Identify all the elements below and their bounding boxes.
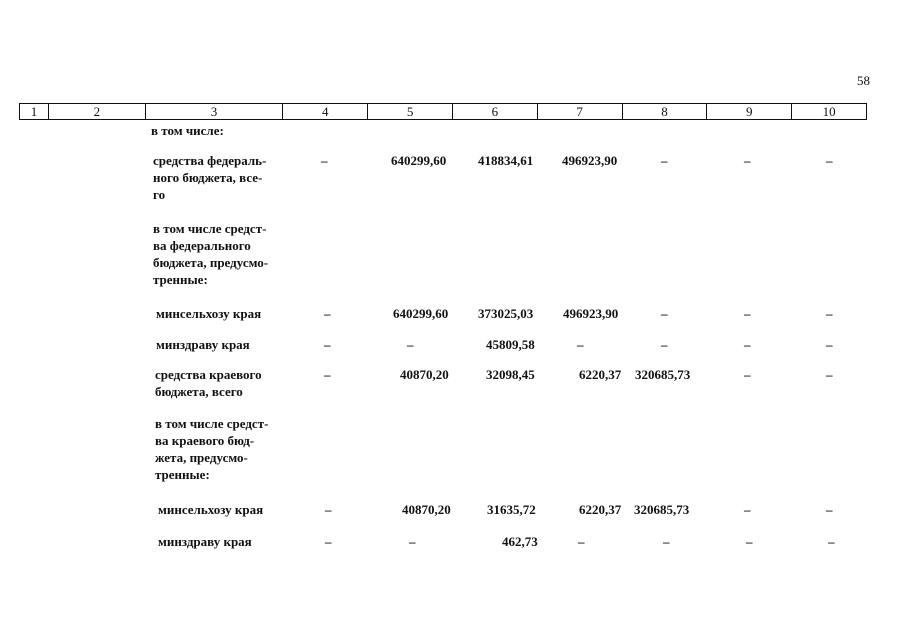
cell-col-8: –	[661, 337, 668, 352]
row-label: средства федераль- ного бюджета, все- го	[153, 153, 267, 202]
cell-col-9: –	[744, 306, 751, 321]
page-number: 58	[857, 73, 870, 88]
row-label: в том числе средст- ва краевого бюд- жета, предусмо- тренные:	[155, 416, 269, 482]
cell-col-4: –	[321, 153, 328, 168]
header-col-2: 2	[49, 104, 146, 119]
cell-col-8: –	[661, 153, 668, 168]
row-label: минсельхозу края	[158, 502, 264, 517]
cell-col-6: 418834,61	[478, 153, 534, 168]
cell-col-6: 31635,72	[487, 502, 536, 517]
cell-col-8: 320685,73	[635, 367, 691, 382]
cell-col-10: –	[826, 337, 833, 352]
cell-col-9: –	[744, 367, 751, 382]
cell-col-7: 6220,37	[579, 367, 622, 382]
cell-col-4: –	[324, 367, 331, 382]
header-col-8: 8	[623, 104, 708, 119]
cell-col-5: –	[409, 534, 416, 549]
cell-col-9: –	[744, 153, 751, 168]
cell-col-5: 40870,20	[400, 367, 449, 382]
cell-col-7: –	[578, 534, 585, 549]
cell-col-9: –	[744, 337, 751, 352]
cell-col-7: 6220,37	[579, 502, 622, 517]
cell-col-4: –	[325, 502, 332, 517]
cell-col-6: 45809,58	[486, 337, 535, 352]
row-label: минздраву края	[158, 534, 252, 549]
header-col-7: 7	[538, 104, 623, 119]
header-col-10: 10	[822, 104, 836, 119]
cell-col-7: –	[577, 337, 584, 352]
cell-col-4: –	[324, 337, 331, 352]
cell-col-5: 640299,60	[391, 153, 447, 168]
header-col-9: 9	[707, 104, 792, 119]
cell-col-10: –	[826, 153, 833, 168]
cell-col-9: –	[746, 534, 753, 549]
cell-col-8: –	[661, 306, 668, 321]
header-col-1: 1	[20, 104, 49, 119]
cell-col-7: 496923,90	[562, 153, 618, 168]
cell-col-9: –	[744, 502, 751, 517]
cell-col-5: 640299,60	[393, 306, 449, 321]
row-label: средства краевого бюджета, всего	[155, 367, 262, 399]
row-label: в том числе средст- ва федерального бюджета, предусмо- тренные:	[153, 221, 269, 287]
row-label: минздраву края	[156, 337, 250, 352]
cell-col-8: –	[663, 534, 670, 549]
cell-col-6: 462,73	[502, 534, 538, 549]
row-label: минсельхозу края	[156, 306, 262, 321]
cell-col-10: –	[828, 534, 835, 549]
cell-col-8: 320685,73	[634, 502, 690, 517]
header-col-6: 6	[453, 104, 538, 119]
column-number-header	[19, 103, 867, 120]
cell-col-7: 496923,90	[563, 306, 619, 321]
header-col-5: 5	[368, 104, 453, 119]
row-label: в том числе:	[151, 123, 224, 138]
cell-col-10: –	[826, 367, 833, 382]
cell-col-6: 373025,03	[478, 306, 534, 321]
header-col-3: 3	[146, 104, 284, 119]
cell-col-5: 40870,20	[402, 502, 451, 517]
cell-col-4: –	[325, 534, 332, 549]
header-col-4: 4	[283, 104, 368, 119]
cell-col-4: –	[324, 306, 331, 321]
cell-col-5: –	[407, 337, 414, 352]
cell-col-6: 32098,45	[486, 367, 535, 382]
cell-col-10: –	[826, 306, 833, 321]
cell-col-10: –	[826, 502, 833, 517]
